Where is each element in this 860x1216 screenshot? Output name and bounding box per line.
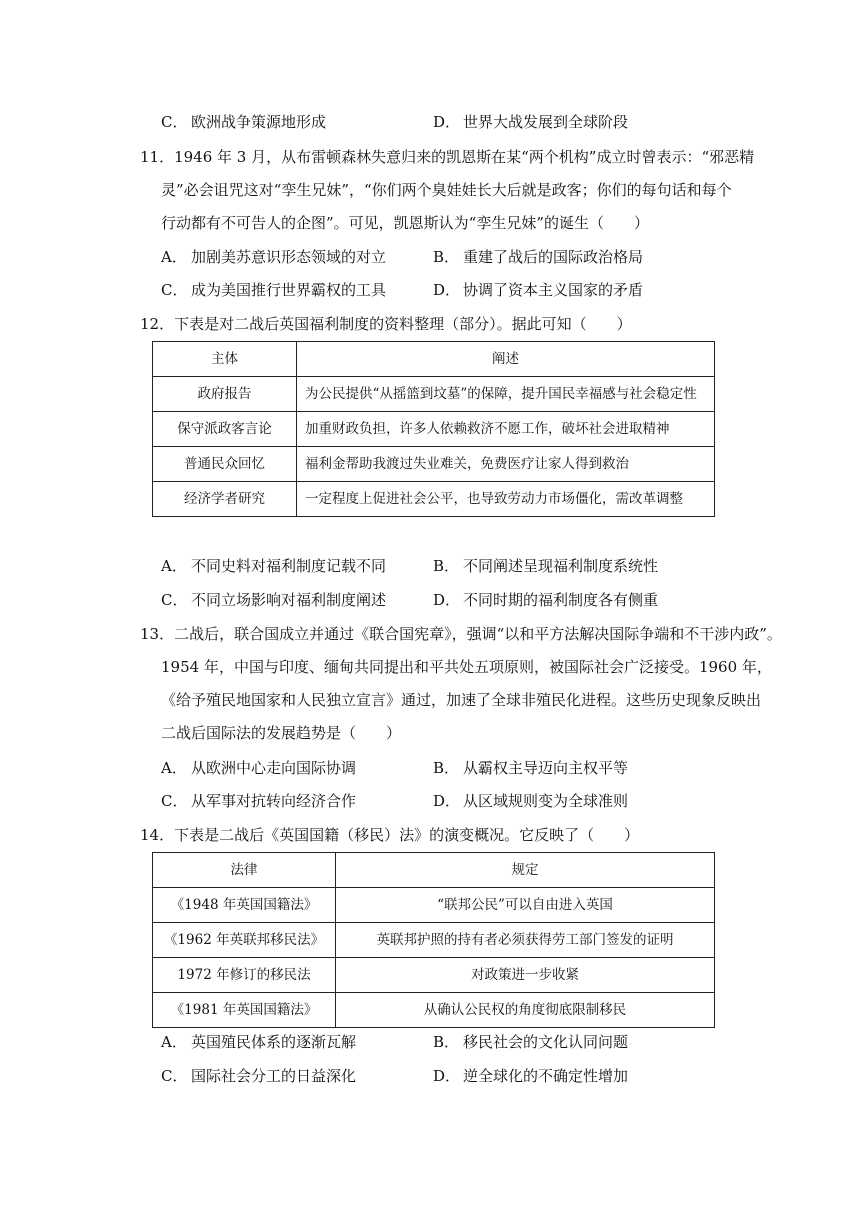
q12-stem: 12．下表是对二战后英国福利制度的资料整理（部分）。据此可知（ ）	[140, 315, 632, 333]
q10-options-cd	[161, 110, 721, 134]
q11-stem-line-3: 行动都有不可告人的企图”。可见，凯恩斯认为“孪生兄妹”的诞生（ ）	[161, 214, 650, 232]
q13-options-ab	[161, 756, 721, 780]
table-row	[153, 888, 715, 923]
q14-option-c[interactable]: C． 国际社会分工的日益深化	[161, 1067, 357, 1085]
q11-stem-line-2: 灵”必会诅咒这对“孪生兄妹”，“你们两个臭娃娃长大后就是政客；你们的每句话和每个	[161, 181, 732, 199]
q14-option-b[interactable]: B． 移民社会的文化认同问题	[433, 1033, 629, 1051]
q12-option-a[interactable]: A． 不同史料对福利制度记载不同	[161, 557, 387, 575]
table-header-cell: 阐述	[297, 342, 715, 377]
q13-option-d[interactable]: D． 从区域规则变为全球准则	[433, 792, 629, 810]
q11-option-a[interactable]: A． 加剧美苏意识形态领域的对立	[161, 248, 387, 266]
table-cell: 为公民提供“从摇篮到坟墓”的保障，提升国民幸福感与社会稳定性	[297, 377, 715, 412]
table-row	[153, 993, 715, 1028]
q14-table	[152, 852, 715, 1028]
q13-option-b[interactable]: B． 从霸权主导迈向主权平等	[433, 759, 629, 777]
table-cell: 英联邦护照的持有者必须获得劳工部门签发的证明	[336, 923, 715, 958]
q11-options-ab	[161, 245, 721, 269]
q14-stem: 14．下表是二战后《英国国籍（移民）法》的演变概况。它反映了（ ）	[140, 826, 640, 844]
table-row	[153, 447, 715, 482]
q13-stem-line-2: 1954 年，中国与印度、缅甸共同提出和平共处五项原则，被国际社会广泛接受。1960 年，	[161, 658, 772, 676]
table-cell: 从确认公民权的角度彻底限制移民	[336, 993, 715, 1028]
table-row	[153, 412, 715, 447]
q11-options-cd	[161, 278, 721, 302]
q14-option-a[interactable]: A． 英国殖民体系的逐渐瓦解	[161, 1033, 357, 1051]
q12-option-d[interactable]: D． 不同时期的福利制度各有侧重	[433, 591, 659, 609]
q12-options-cd	[161, 588, 721, 612]
q14-option-d[interactable]: D． 逆全球化的不确定性增加	[433, 1067, 629, 1085]
table-row	[153, 482, 715, 517]
table-cell: 加重财政负担，许多人依赖救济不愿工作，破坏社会进取精神	[297, 412, 715, 447]
q14-options-ab	[161, 1030, 721, 1054]
table-header-cell: 规定	[336, 853, 715, 888]
table-cell: “联邦公民”可以自由进入英国	[336, 888, 715, 923]
q10-option-c[interactable]: C． 欧洲战争策源地形成	[161, 113, 327, 131]
table-row	[153, 923, 715, 958]
table-cell: 福利金帮助我渡过失业难关，免费医疗让家人得到救治	[297, 447, 715, 482]
q14-options-cd	[161, 1064, 721, 1088]
table-cell: 一定程度上促进社会公平，也导致劳动力市场僵化，需改革调整	[297, 482, 715, 517]
table-cell: 《1981 年英国国籍法》	[153, 993, 336, 1028]
q13-stem-line-1: 13．二战后，联合国成立并通过《联合国宪章》，强调“以和平方法解决国际争端和不干涉内政”。	[140, 625, 782, 643]
q12-options-ab	[161, 554, 721, 578]
table-header-row	[153, 853, 715, 888]
table-header-cell: 法律	[153, 853, 336, 888]
table-header-cell: 主体	[153, 342, 297, 377]
q10-option-d[interactable]: D． 世界大战发展到全球阶段	[433, 113, 629, 131]
q11-option-c[interactable]: C． 成为美国推行世界霸权的工具	[161, 281, 387, 299]
q13-option-c[interactable]: C． 从军事对抗转向经济合作	[161, 792, 357, 810]
q13-option-a[interactable]: A． 从欧洲中心走向国际协调	[161, 759, 357, 777]
q11-option-b[interactable]: B． 重建了战后的国际政治格局	[433, 248, 644, 266]
q11-stem-line-1: 11．1946 年 3 月，从布雷顿森林失意归来的凯恩斯在某“两个机构”成立时曾表示：“邪恶精	[140, 148, 755, 166]
q11-option-d[interactable]: D． 协调了资本主义国家的矛盾	[433, 281, 644, 299]
table-cell: 政府报告	[153, 377, 297, 412]
table-row	[153, 958, 715, 993]
q12-option-b[interactable]: B． 不同阐述呈现福利制度系统性	[433, 557, 659, 575]
table-cell: 保守派政客言论	[153, 412, 297, 447]
table-cell: 《1962 年英联邦移民法》	[153, 923, 336, 958]
q13-stem-line-4: 二战后国际法的发展趋势是（ ）	[161, 724, 402, 742]
q13-stem-line-3: 《给予殖民地国家和人民独立宣言》通过，加速了全球非殖民化进程。这些历史现象反映出	[161, 691, 762, 709]
table-cell: 1972 年修订的移民法	[153, 958, 336, 993]
q12-option-c[interactable]: C． 不同立场影响对福利制度阐述	[161, 591, 387, 609]
table-header-row	[153, 342, 715, 377]
table-row	[153, 377, 715, 412]
q13-options-cd	[161, 789, 721, 813]
table-cell: 对政策进一步收紧	[336, 958, 715, 993]
table-cell: 经济学者研究	[153, 482, 297, 517]
q12-table	[152, 341, 715, 517]
table-cell: 普通民众回忆	[153, 447, 297, 482]
table-cell: 《1948 年英国国籍法》	[153, 888, 336, 923]
